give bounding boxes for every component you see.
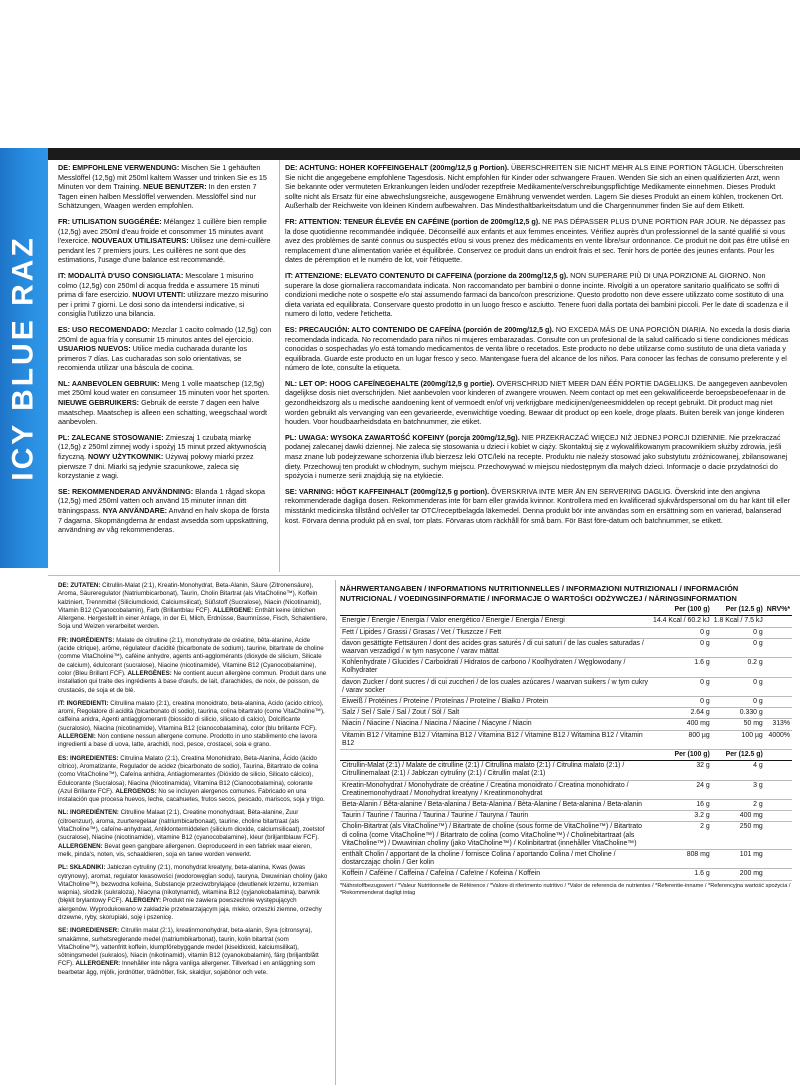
- nutrient-value: 1.8 Kcal / 7.5 kJ: [713, 617, 763, 625]
- ingredients-heading: SE: INGREDIENSER:: [58, 927, 120, 935]
- nutrition-row: [340, 850, 792, 869]
- header-per-100g: Per (100 g): [651, 605, 712, 616]
- usage-subtext: utilizzare mezzo misurino per i primi 7 giorni. Le dosi sono da intendersi indicative, si consiglia l'utilizzo una bilancia.: [58, 290, 269, 319]
- nutrient-value: 1.6 g: [694, 870, 710, 878]
- nutrition-row: [340, 719, 792, 730]
- warning-paragraph: [285, 271, 790, 319]
- nutrient-value: 24 g: [696, 781, 710, 789]
- usage-heading: SE: REKOMMENDERAD ANVÄNDNING:: [58, 486, 194, 496]
- nutrition-title: NÄHRWERTANGABEN / INFORMATIONS NUTRITIONNELLES / INFORMAZIONI NUTRIZIONALI / INFORMACIÓN NUTRICIONAL / VOEDINGSINFORMATIE / INFORMACJE O WARTOŚCI ODŻYWCZEJ / NÄRINGSINFORMATION: [340, 584, 739, 603]
- ingredients-heading: ES: INGREDIENTES:: [58, 754, 119, 762]
- nutrition-row: [340, 616, 792, 627]
- warning-text: ÜBERSCHREITEN SIE NICHT MEHR ALS EINE PORTION TÄGLICH. Überschreiten Sie nicht die angegebene empfohlene Tagesdosis. Nicht empfohlen für Kinder oder schwangere Frauen. Wenden Sie sich an einen qualifizierten Arzt, wenn Sie bekannte oder vermuteten Erkrankungen leiden und/oder rezeptfreie Medikamente/verschreibungspflichtige Medikamente einnehmen. Dieses Produkt sollte nicht als Ersatz für eine abwechslungsreiche, ausgewogene Ernährung verwendet werden. Lagern Sie dieses Produkt an einem kühlen, trockenen Ort. Außerhalb der Reichweite von kleinen Kindern aufbewahren. Das Mindesthaltbarkeitsdatum und die Chargennummer finden Sie auf dem Etikett.: [285, 163, 784, 211]
- warning-heading: FR: ATTENTION: TENEUR ÉLEVÉE EN CAFÉINE (portion de 200mg/12,5 g).: [285, 216, 541, 226]
- nrv-footnote: *Nährstoffbezugswert / *Valeur Nutritionnelle de Référence / *Valore di riferimento nutritivo / *Valor de referencia de nutrientes / *Referentie-inname / *Referencyjna wartość spożycia / *Rekommenderat dagligt intag: [340, 882, 791, 896]
- nutrient-label: Koffein / Caféine / Caffeina / Cafeína / Cafeïne / Kofeina / Koffein: [342, 870, 541, 878]
- ingredients-subheading: ALLERGÈNES:: [127, 669, 172, 677]
- ingredients-subheading: ALERGENOS:: [115, 787, 157, 795]
- nutrient-value: [765, 697, 792, 708]
- nutrient-label: Kohlenhydrate / Glucides / Carboidrati / Hidratos de carbono / Koolhydraten / Węglowodany / Kolhydrater: [342, 659, 626, 675]
- nutrient-value: [765, 708, 792, 719]
- nutrition-row: [340, 658, 792, 677]
- warning-heading: NL: LET OP: HOOG CAFEÏNEGEHALTE (200mg/12,5 g portie).: [285, 378, 495, 388]
- nutrient-value: 16 g: [696, 801, 710, 809]
- nutrition-row: [340, 697, 792, 708]
- ingredients-heading: DE: ZUTATEN:: [58, 582, 101, 589]
- ingredients-text: Citrullin malat (2:1), kreatinmonohydrat, beta-alanin, Syra (citronsyra), smakämne, surhetsreglerande medel (natriumbikarbonat), taurin, kolin bitartrat (som VitaCholine™), vattenfritt koffein, klumpförebyggande medel (kiseldioxid, kalciumsilikat), sötningsmedel (sukralos), Niacin (nikotinamid), vitamin B12 (cyanokobalamin), färg (briljantblått FCF).: [58, 927, 319, 968]
- nutrient-label: Energie / Énergie / Energia / Valor energético / Energie / Energia / Energi: [342, 617, 565, 625]
- nutrient-value: 4 g: [753, 762, 763, 770]
- usage-paragraph: [58, 487, 273, 535]
- usage-subheading: NUOVI UTENTI:: [132, 290, 186, 300]
- nutrition-row: [340, 708, 792, 719]
- nutrient-label: Kreatin-Monohydrat / Monohydrate de créatine / Creatina monoidrato / Creatina monohidrato / Creatinemonohydraat / Monohydrat kreatyny / Kreatinmonohydrat: [342, 781, 629, 797]
- warning-paragraph: [285, 379, 790, 427]
- nutrition-row: [340, 822, 792, 850]
- warning-paragraph: [285, 433, 790, 481]
- warning-text: ÖVERSKRIVA INTE MER ÄN EN SERVERING DAGLIG. Överskrid inte den angivna rekommenderade dagliga dosen. Rekommenderas inte för barn eller gravida kvinnor. Kontrollera med en kvalificerad sjukvårdspersonal om du har känt till eller misstänkt medicinska tillstånd och/eller tar OTC/receptbelagda läkemedel. Denna produkt bör inte användas som en ersättning som en varierad, balanserad kost. Förvara denna produkt på en sval, torr plats. Förvaras utom räckhåll för små barn. För Bäst före-datum och batchnummer, se etikett.: [285, 486, 790, 525]
- ingredients-subheading: ALLERGENER:: [75, 960, 121, 968]
- warning-paragraph: [285, 487, 790, 525]
- usage-subtext: Utilice media cucharada durante los primeros 7 días. Las cucharadas son solo orientativas, se recomienda utilizar una báscula de cocina.: [58, 344, 247, 373]
- usage-text: Blanda 1 rågad skopa (12,5g) med 250ml vatten och använd 15 minuter innan ditt träningspass.: [58, 486, 266, 515]
- nutrition-row: [340, 638, 792, 657]
- ingredients-subheading: ALERGENY:: [125, 897, 162, 905]
- nutrient-value: 0.2 g: [747, 659, 763, 667]
- usage-paragraph: [58, 433, 273, 481]
- usage-subtext: Gebruik de eerste 7 dagen een halve maatschep. Maatschep is alleen een schatting, weegschaal wordt aanbevolen.: [58, 398, 267, 427]
- nutrient-label: Taurin / Taurine / Taurina / Taurina / Taurine / Tauryna / Taurin: [342, 812, 529, 820]
- nutrient-value: [765, 677, 792, 696]
- ingredients-text: Jabłczan cytruliny (2:1), monohydrat kreatyny, beta-alanina, Kwas (kwas cytrynowy), aromat, regulator kwasowości (wodorowęglan sodu), tauryna, Dwuwinian choliny (jako VitaCholine™), bezwodna kofeina, Substancje przeciwzbrylające (dwutlenek krzemu, krzemian wapnia), słodzik (sukraloza), Niacyna (nikotynamid), witamina B12 (cyjanokobalamina), barwnik (błękit brylantowy FCF).: [58, 864, 328, 905]
- ingredients-heading: FR: INGRÉDIENTS:: [58, 636, 115, 644]
- nutrient-label: Vitamin B12 / Vitamine B12 / Vitamina B12 / Vitamina B12 / Vitamine B12 / Witamina B12 / Vitamin B12: [342, 731, 643, 747]
- nutrient-value: 800 µg: [688, 731, 710, 739]
- header2-per-serving: Per (12.5 g): [712, 750, 765, 761]
- usage-subtext: Utilisez une demi-cuillère pendant les 7 premiers jours. Les cuillères ne sont que des estimations, l'usage d'une balance est recommandé.: [58, 236, 271, 265]
- ingredients-text: Citrullin-Malat (2:1), Kreatin-Monohydrat, Beta-Alanin, Säure (Zitronensäure), Aroma, Säureregulator (Natriumbicarbonat), Taurin, Cholin Bitartrat (als VitaCholine™), Koffein kalziniert, Trennmittel (Siliciumdioxid, Calciumsilicat), Süßstoff (Sucralose), Niacin (Nicotinamid), Vitamin B12 (Cyanocobalamin), Farb (Brillantblau FCF).: [58, 582, 322, 614]
- ingredients-subtext: Non contiene nessun allergene comune. Prodotto in uno stabilimento che lavora ingredienti a base di uova, latte, arachidi, noci, pesce, crostacei, soia e grano.: [58, 733, 317, 749]
- nutrient-value: [765, 850, 792, 869]
- usage-subtext: Używaj połowy miarki przez pierwsze 7 dni. Miarki są jedynie szacunkowe, zaleca się korzystanie z wagi.: [58, 452, 254, 481]
- usage-subheading: NEUE BENUTZER:: [143, 182, 207, 192]
- nutrient-label: davon gesättigte Fettsäuren / dont des acides gras saturés / di cui saturi / de las cuales saturadas / waarvan verzadigd / w tym nasycone / varav mättat: [342, 639, 644, 655]
- nutrient-value: 1.6 g: [694, 659, 710, 667]
- nutrition-row: [340, 761, 792, 780]
- nutrient-value: [765, 780, 792, 799]
- nutrition-section: [340, 584, 792, 897]
- header2-per-100g: Per (100 g): [651, 750, 712, 761]
- warning-text: NON SUPERARE PIÙ DI UNA PORZIONE AL GIORNO. Non superare la dose giornaliera raccomandata indicata. Non raccomandato per bambini o donne incinte. Rivolgiti a un operatore sanitario qualificato se soffri di condizioni mediche note o sospette e/o stai assumendo farmaci da banco/con prescrizione. Questo prodotto non deve essere utilizzato come sostituto di una dieta variata ed equilibrata. Conservare questo prodotto in un luogo fresco e asciutto. Tenere fuori dalla portata dei bambini piccoli. Per le date di scadenza e il numero di lotto, vedere l'etichetta.: [285, 270, 789, 319]
- ingredients-subtext: Enthält keine üblichen Allergene. Hergestellt in einer Anlage, in der Ei, Milch, Erdnüsse, Baumnüsse, Fisch, Schalentiere, Soja und Weizen verarbeitet werden.: [58, 606, 328, 631]
- ingredients-subtext: Innehåller inte några vanliga allergener. Tillverkad i en anläggning som bearbetar ägg, mjölk, jordnötter, trädnötter, fisk, skaldjur, sojabönor och vete.: [58, 960, 316, 976]
- nutrient-value: 0 g: [700, 698, 710, 706]
- usage-paragraph: [58, 217, 273, 265]
- nutrition-row: [340, 627, 792, 638]
- usage-heading: IT: MODALITÀ D'USO CONSIGLIATA:: [58, 270, 184, 280]
- warning-heading: SE: VARNING: HÖGT KAFFEINHALT (200mg/12,5 g portion).: [285, 486, 490, 496]
- warning-heading: IT: ATTENZIONE: ELEVATO CONTENUTO DI CAFFEINA (porzione da 200mg/12,5 g).: [285, 270, 569, 280]
- product-name: ICY BLUE RAZ: [7, 235, 40, 481]
- nutrient-value: [765, 811, 792, 822]
- warning-paragraph: [285, 163, 790, 211]
- nutrient-value: 32 g: [696, 762, 710, 770]
- nutrition-header-row: [340, 605, 792, 616]
- usage-subheading: NYA ANVÄNDARE:: [102, 506, 168, 515]
- warning-heading: ES: PRECAUCIÓN: ALTO CONTENIDO DE CAFEÍNA (porción de 200mg/12,5 g).: [285, 324, 554, 334]
- nutrition-row: [340, 869, 792, 880]
- ingredients-subheading: ALLERGENEN:: [58, 842, 103, 850]
- nutrient-value: 313%: [772, 720, 790, 728]
- ingredients-paragraph: [58, 755, 328, 805]
- usage-text: Mischen Sie 1 gehäuften Messlöffel (12,5g) mit 250ml kaltem Wasser und trinken Sie es 15 Minuten vor dem Training.: [58, 163, 267, 192]
- nutrient-label: Citrullin-Malat (2:1) / Malate de citrulline (2:1) / Citrullina malato (2:1) / Citrulina malato (2:1) / Citrullinemalaat (2:1) / Jabłczan cytruliny (2:1) / Citrullin malat (2:1): [342, 762, 625, 778]
- usage-paragraph: [58, 163, 273, 211]
- warning-text: NE PAS DÉPASSER PLUS D'UNE PORTION PAR JOUR. Ne dépassez pas la dose quotidienne recommandée indiquée. Déconseillé aux enfants et aux femmes enceintes. Vérifiez auprès d'un professionnel de la santé qualifié si vous avez des problèmes de santé connus ou suspectés et/ou si vous prenez des médicaments en vente libre/sur ordonnance. Ce produit ne doit pas être utilisé en remplacement d'une alimentation variée et équilibrée. Conservez ce produit dans un endroit frais et sec. Tenir hors de portée des jeunes enfants. Pour les dates de péremption et le numéro de lot, voir l'étiquette.: [285, 216, 790, 265]
- nutrient-value: 250 mg: [739, 823, 763, 831]
- nutrition-table: [340, 605, 792, 880]
- usage-subheading: NOUVEAUX UTILISATEURS:: [91, 236, 189, 246]
- ingredients-heading: PL: SKŁADNIKI:: [58, 864, 106, 872]
- nutrient-value: [765, 800, 792, 811]
- nutrient-value: 100 µg: [741, 731, 763, 739]
- ingredients-text: Citrullina malato (2:1), creatina monoidrato, beta-alanina, Acido (acido citrico), aromi, Regolatore di acidità (bicarbonato di sodio), taurina, colina bitartrato (come VitaCholine™), caffeina anidra, Agenti antiagglomeranti (biossido di silicio, silicato di calcio), Dolcificante (sucralosio), Niacina (nicotinamide), Vitamina B12 (cianocobalamina), color (blu brillante FCF).: [58, 699, 325, 732]
- usage-heading: NL: AANBEVOLEN GEBRUIK:: [58, 378, 160, 388]
- usage-subheading: USUARIOS NUEVOS:: [58, 344, 131, 354]
- ingredients-text: Citrulline Malaat (2:1), Creatine monohydraat, Bèta-alanine, Zuur (citroenzuur), aroma, zuurteregelaar (natriumbicarbonaat), taurine, choline bitartraat (als VitaCholine™), cafeïne-anhydraat, Antiklontermiddelen (silicium dioxide, calciumsilicaat), zoetstof (sucralose), Niacine (nicotinamide), vitamine B12 (cyanocobalamine), kleur (briljantblauw FCF).: [58, 809, 325, 842]
- usage-heading: ES: USO RECOMENDADO:: [58, 324, 150, 334]
- header-nrv: NRV%*: [765, 605, 792, 616]
- nutrient-value: 0.330 g: [739, 709, 763, 717]
- header-per-serving: Per (12.5 g): [712, 605, 765, 616]
- warning-text: NO EXCEDA MÁS DE UNA PORCIÓN DIARIA. No exceda la dosis diaria recomendada indicada. No recomendado para niños ni mujeres embarazadas. Consulte con un profesional de la salud calificado si tiene condiciones médicas conocidas o sospechadas y/o está tomando medicamentos de venta libre o recetados. Este producto no debe utilizarse como sustituto de una dieta variada y equilibrada. Guarde este producto en un lugar fresco y seco. Mantengase fuera del alcance de los niños. Para conocer las fechas de consumo preferente y el número de lote, consulte la etiqueta.: [285, 324, 790, 373]
- nutrient-value: 14.4 Kcal / 60.2 kJ: [653, 617, 710, 625]
- nutrient-label: Niacin / Niacine / Niacina / Niacina / Niacine / Niacyne / Niacin: [342, 720, 532, 728]
- column-divider: [279, 160, 280, 572]
- usage-section: [58, 163, 273, 541]
- ingredients-paragraph: [58, 637, 328, 695]
- ingredients-heading: NL: INGREDIËNTEN:: [58, 809, 119, 817]
- ingredients-subtext: Produkt nie zawiera powszechnie występujących alergenów. Wyprodukowano w zakładzie przetwarzającym jaja, mleko, orzeszki ziemne, orzechy drzewne, ryby, skorupiaki, soję i pszenicę.: [58, 897, 322, 921]
- warning-paragraph: [285, 325, 790, 373]
- nutrient-label: enthält Cholin / apportant de la choline / fornisce Colina / aportando Colina / met Choline / dostarczając cholin / Ger kolin: [342, 851, 616, 867]
- nutrient-label: Salz / Sel / Sale / Sal / Zout / Sól / Salt: [342, 709, 460, 717]
- nutrient-value: 200 mg: [739, 870, 763, 878]
- nutrient-value: [765, 869, 792, 880]
- nutrition-header-row-2: [340, 750, 792, 761]
- nutrient-label: Fett / Lipides / Grassi / Grasas / Vet / Tłuszcze / Fett: [342, 628, 502, 636]
- warning-heading: PL: UWAGA: WYSOKA ZAWARTOŚĆ KOFEINY (porcja 200mg/12,5g).: [285, 432, 520, 442]
- ingredients-paragraph: [58, 809, 328, 859]
- nutrient-value: 0 g: [753, 698, 763, 706]
- nutrient-value: 0 g: [753, 678, 763, 686]
- nutrient-value: [765, 761, 792, 780]
- nutrient-value: 808 mg: [686, 851, 710, 859]
- nutrient-value: 3.2 g: [694, 812, 710, 820]
- ingredients-text: Citrulina Malato (2:1), Creatina Monohidrato, Beta-Alanina, Ácido (ácido cítrico), Aromatizante, Regulador de acidez (bicarbonato de sodio), Taurina, Bitartrato de colina (como VitaCholine™), Cafeína anhidra, Antiaglomerantes (Dióxido de silicio, Silicato cálcico), Edulcorante (Sucralosa), Niacina (Nicotinamida), Vitamina B12 (Cianocobalamina), colorante (Azul Brillante FCF).: [58, 754, 319, 795]
- ingredients-subheading: ALLERGENI:: [58, 733, 96, 741]
- product-name-banner: [0, 148, 48, 568]
- nutrient-label: davon Zucker / dont sucres / di cui zuccheri / de los cuales azúcares / waarvan suikers / w tym cukry / varav socker: [342, 678, 648, 694]
- usage-text: Mélangez 1 cuillère bien remplie (12,5g) avec 250ml d'eau froide et consommer 15 minutes avant l'exercice.: [58, 216, 267, 246]
- usage-paragraph: [58, 271, 273, 319]
- usage-heading: PL: ZALECANE STOSOWANIE:: [58, 432, 164, 442]
- ingredients-subtext: Bevat geen gangbare allergenen. Geproduceerd in een fabriek waar eieren, melk, pinda's, noten, vis, schaaldieren, soja en tarwe worden verwerkt.: [58, 842, 312, 858]
- ingredients-section: [58, 582, 328, 982]
- usage-subheading: NIEUWE GEBRUIKERS:: [58, 398, 140, 408]
- ingredients-paragraph: [58, 864, 328, 922]
- nutrient-value: 2 g: [700, 823, 710, 831]
- usage-text: Mescolare 1 misurino colmo (12,5g) con 250ml di acqua fredda e assumere 15 minuti prima di fare esercizio.: [58, 270, 260, 300]
- warning-heading: DE: ACHTUNG: HOHER KOFFEINGEHALT (200mg/12,5 g Portion).: [285, 163, 510, 172]
- warning-text: NIE PRZEKRACZAĆ WIĘCEJ NIŻ JEDNEJ PORCJI DZIENNIE. Nie przekraczać podanej zalecanej dawki dziennej. Nie zaleca się stosowania u dzieci i kobiet w ciąży. Skontaktuj się z wykwalifikowanym pracownikiem służby zdrowia, jeśli masz znane lub podejrzewane schorzenia i/lub bierzesz leki OTC/leki na recepte. Produktu nie należy stosować jako substytutu zróżnicowanej, zbilansowanej diety. Przechowuj ten produkt w chłodnym, suchym miejscu. Przechowywać w miejscu niedostępnym dla małych dzieci. Informacje o dacie przydatności do spożycia i numerze serii znajdują się na etykiecie.: [285, 432, 788, 481]
- usage-text: Meng 1 volle maatschep (12,5g) met 250ml koud water en consumeer 15 minuten voor het sporten.: [58, 378, 270, 398]
- nutrition-row: [340, 800, 792, 811]
- nutrient-value: 400 mg: [739, 812, 763, 820]
- usage-paragraph: [58, 379, 273, 427]
- nutrient-label: Beta-Alanin / Bêta-alanine / Beta-alanina / Beta-Alanina / Bèta-Alanine / Beta-alanina / Beta-alanin: [342, 801, 642, 809]
- section-divider: [48, 575, 800, 576]
- nutrient-value: 2.64 g: [690, 709, 710, 717]
- header-strip: [48, 148, 800, 160]
- nutrient-value: [765, 658, 792, 677]
- top-band: [0, 0, 800, 148]
- nutrient-value: 400 mg: [686, 720, 710, 728]
- nutrient-value: [765, 616, 792, 627]
- warning-paragraph: [285, 217, 790, 265]
- ingredients-subtext: Ne contient aucun allergène commun. Produit dans une installation qui traite des ingrédients à base d'œufs, de lait, d'arachides, de noix, de poisson, de crustacés, de soja et de blé.: [58, 669, 327, 694]
- warnings-section: [285, 163, 790, 531]
- nutrient-value: 0 g: [700, 678, 710, 686]
- nutrient-value: [765, 638, 792, 657]
- nutrient-value: [765, 627, 792, 638]
- ingredients-subtext: No se incluyen alergenos comunes. Fabricado en una instalación que procesa huevos, leche, cacahuetes, frutos secos, pescado, mariscos, soja y trigo.: [58, 787, 325, 804]
- nutrient-value: 0 g: [700, 628, 710, 636]
- ingredients-heading: IT: INGREDIENTI:: [58, 699, 109, 707]
- nutrient-value: 0 g: [700, 639, 710, 647]
- nutrient-value: 50 mg: [743, 720, 763, 728]
- ingredients-paragraph: [58, 582, 328, 632]
- usage-subtext: In den ersten 7 Tagen einen halben Messlöffel verwenden. Messlöffel sind nur Schätzungen, Waagen werden empfohlen.: [58, 182, 257, 211]
- usage-subtext: Använd en halv skopa de första 7 dagarna. Skopmängderna är endast avsedda som uppskattning, användning av våg rekommenderas.: [58, 506, 270, 535]
- nutrient-label: Cholin-Bitartrat (als VitaCholine™) / Bitartrate de choline (sous forme de VitaCholine™) / Bitartrato di colina (come VitaCholine™) / Bitartrato de colina (como VitaCholine™) / Cholinebitartraat (als VitaCholine™) / Dwuwinian choliny (jako VitaCholine™) / Kolinbitartrat (innehåller VitaCholine™): [342, 823, 643, 847]
- nutrition-row: [340, 677, 792, 696]
- nutrient-label: Eiweiß / Protéines / Proteine / Proteínas / Proteïne / Białko / Protein: [342, 698, 549, 706]
- warning-text: OVERSCHRIJD NIET MEER DAN ÉÉN PORTIE DAGELIJKS. De aangegeven aanbevolen dagelijkse dosis niet overschrijden. Niet aanbevolen voor kinderen of zwangere vrouwen. Neem contact op met een gekwalificeerde beroepsbeoefenaar in de gezondheidszorg als u medische aandoening kent of vermoedt en/of vrij verkrijgbare medicijnen/geneesmiddelen op recept gebruikt. Dit product mag niet worden gebruikt als vervanging van een gevarieerde, evenwichtige voeding. Bewaar dit product op een koele, droge plaats. Buiten bereik van jonge kinderen houden. Voor houdbaarheidsdata en batchnummer, zie etiket.: [285, 378, 788, 427]
- usage-text: Zmieszaj 1 czubatą miarkę (12,5g) z 250ml zimnej wody i spożyj 15 minut przed aktywnością fizyczną.: [58, 432, 267, 462]
- usage-text: Mezclar 1 cacito colmado (12,5g) con 250ml de agua fría y consumir 15 minutos antes del ejercicio.: [58, 324, 272, 344]
- column-divider: [335, 580, 336, 1085]
- nutrition-row: [340, 811, 792, 822]
- nutrient-value: 2 g: [753, 801, 763, 809]
- ingredients-subheading: ALLERGENE:: [212, 606, 254, 614]
- nutrient-value: 101 mg: [739, 851, 763, 859]
- nutrient-value: 0 g: [753, 639, 763, 647]
- nutrient-value: 4000%: [768, 731, 790, 739]
- nutrient-value: 3 g: [753, 781, 763, 789]
- nutrition-row: [340, 780, 792, 799]
- nutrient-value: 0 g: [753, 628, 763, 636]
- usage-heading: DE: EMPFOHLENE VERWENDUNG:: [58, 163, 180, 172]
- usage-paragraph: [58, 325, 273, 373]
- ingredients-paragraph: [58, 700, 328, 750]
- nutrition-row: [340, 730, 792, 749]
- ingredients-text: Malate de citrulline (2:1), monohydrate de créatine, bêta-alanine, Acide (acide citrique), arôme, régulateur d'acidité (bicarbonate de sodium), taurine, bitartrate de choline (comme VitaCholine™), caféine anhydre, agents anti-agglomérants (dioxyde de silicium, Silicate de calcium), édulcorant (sucralose), Niacine (nicotinamide), Vitamine B12 (Cyanocobalamine), color (Bleu Brillant FCF).: [58, 636, 324, 677]
- nutrient-value: [765, 822, 792, 850]
- ingredients-paragraph: [58, 927, 328, 977]
- usage-heading: FR: UTILISATION SUGGÉRÉE:: [58, 216, 162, 226]
- usage-subheading: NOWY UŻYTKOWNIK:: [87, 452, 164, 462]
